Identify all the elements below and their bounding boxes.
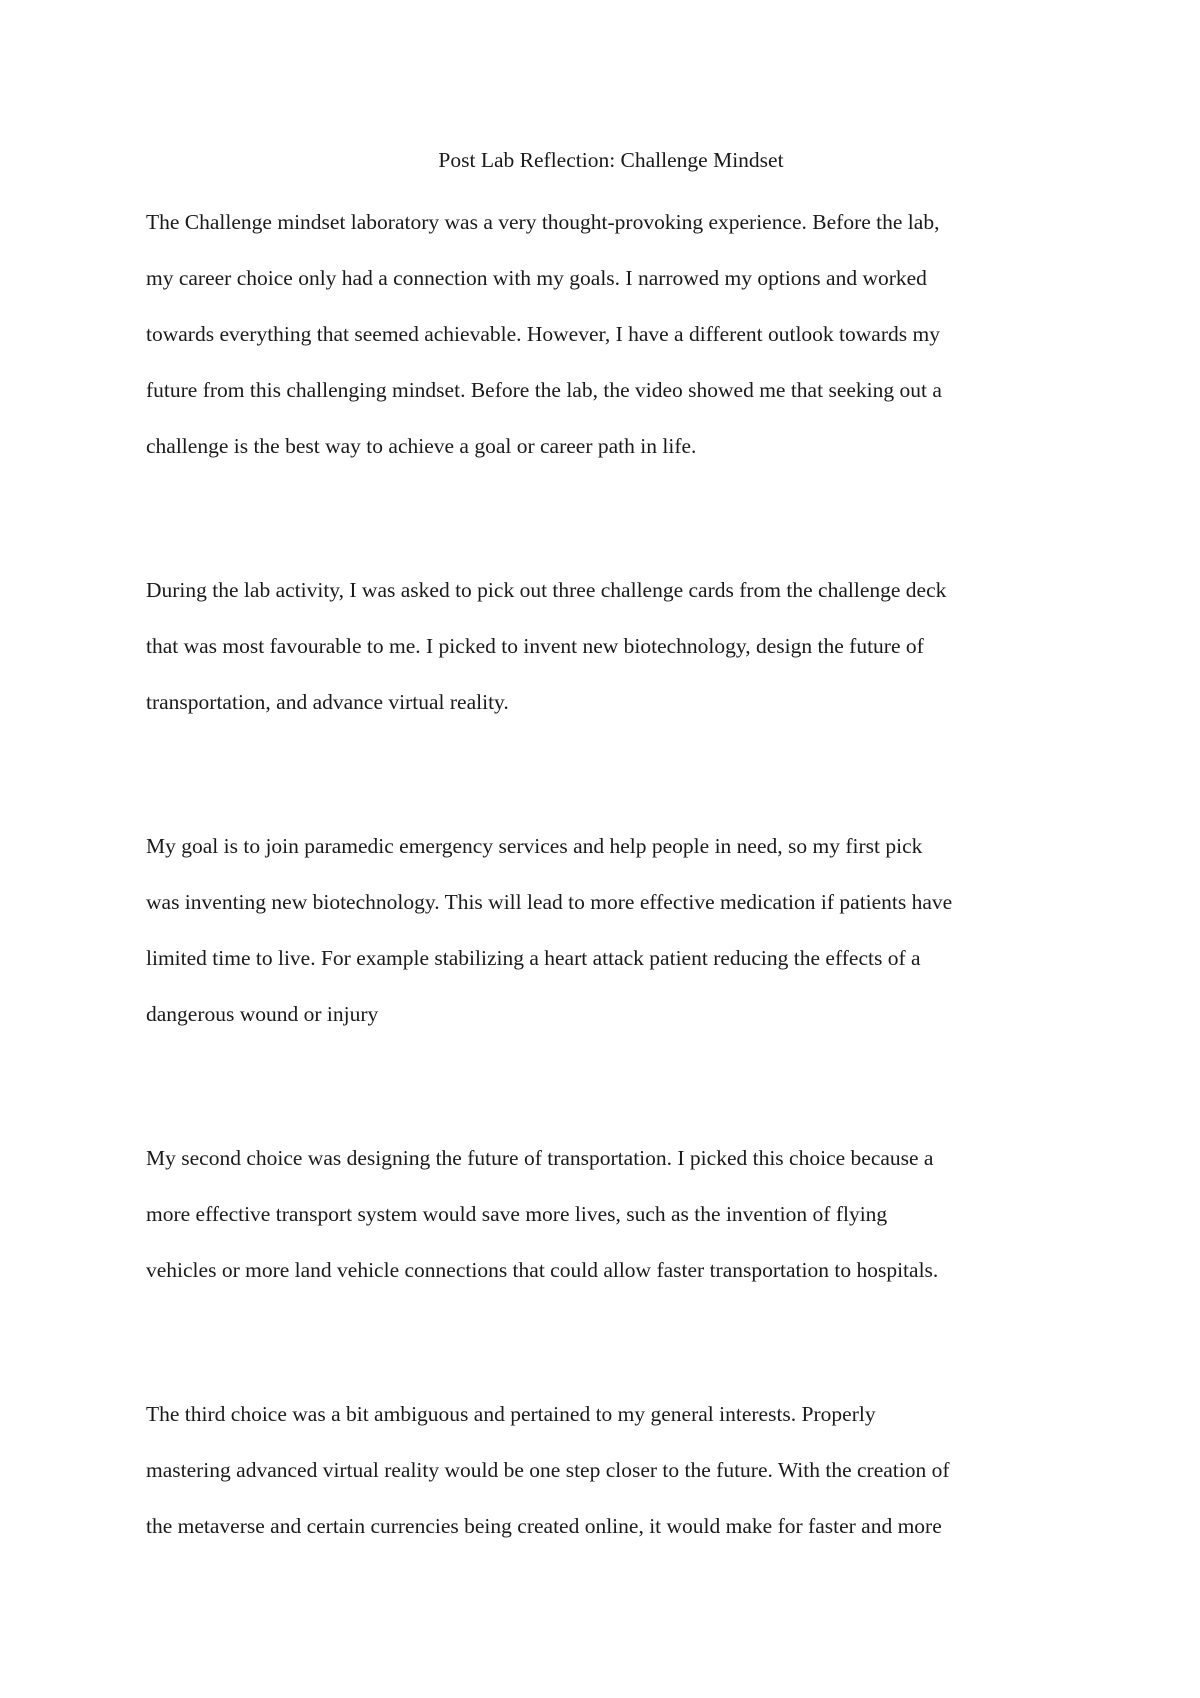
paragraph-lab-activity xyxy=(146,562,1076,730)
text-line: The Challenge mindset laboratory was a very thought-provoking experience. Before the lab, xyxy=(146,210,940,234)
text-line: the metaverse and certain currencies being created online, it would make for faster and more xyxy=(146,1514,942,1538)
text-line: transportation, and advance virtual reality. xyxy=(146,690,509,714)
text-line: that was most favourable to me. I picked to invent new biotechnology, design the future of xyxy=(146,634,924,658)
paragraph-first-choice xyxy=(146,818,1076,1042)
text-line: mastering advanced virtual reality would be one step closer to the future. With the creation of xyxy=(146,1458,950,1482)
paragraph-third-choice xyxy=(146,1386,1076,1554)
text-line: My second choice was designing the future of transportation. I picked this choice because a xyxy=(146,1146,934,1170)
text-line: was inventing new biotechnology. This will lead to more effective medication if patients have xyxy=(146,890,953,914)
text-line: challenge is the best way to achieve a goal or career path in life. xyxy=(146,434,697,458)
text-line: vehicles or more land vehicle connections that could allow faster transportation to hospitals. xyxy=(146,1258,939,1282)
text-line: towards everything that seemed achievable. However, I have a different outlook towards my xyxy=(146,322,940,346)
text-line: limited time to live. For example stabilizing a heart attack patient reducing the effects of a xyxy=(146,946,921,970)
text-line: During the lab activity, I was asked to pick out three challenge cards from the challenge deck xyxy=(146,578,947,602)
text-line: My goal is to join paramedic emergency services and help people in need, so my first pick xyxy=(146,834,923,858)
paragraph-intro xyxy=(146,194,1076,474)
text-line: more effective transport system would save more lives, such as the invention of flying xyxy=(146,1202,888,1226)
text-line: The third choice was a bit ambiguous and pertained to my general interests. Properly xyxy=(146,1402,876,1426)
text-line: my career choice only had a connection with my goals. I narrowed my options and worked xyxy=(146,266,927,290)
paragraph-second-choice xyxy=(146,1130,1076,1298)
document-body xyxy=(146,136,1076,1554)
text-line: dangerous wound or injury xyxy=(146,1002,379,1026)
text-line: future from this challenging mindset. Before the lab, the video showed me that seeking out a xyxy=(146,378,942,402)
document-title: Post Lab Reflection: Challenge Mindset xyxy=(438,148,784,172)
